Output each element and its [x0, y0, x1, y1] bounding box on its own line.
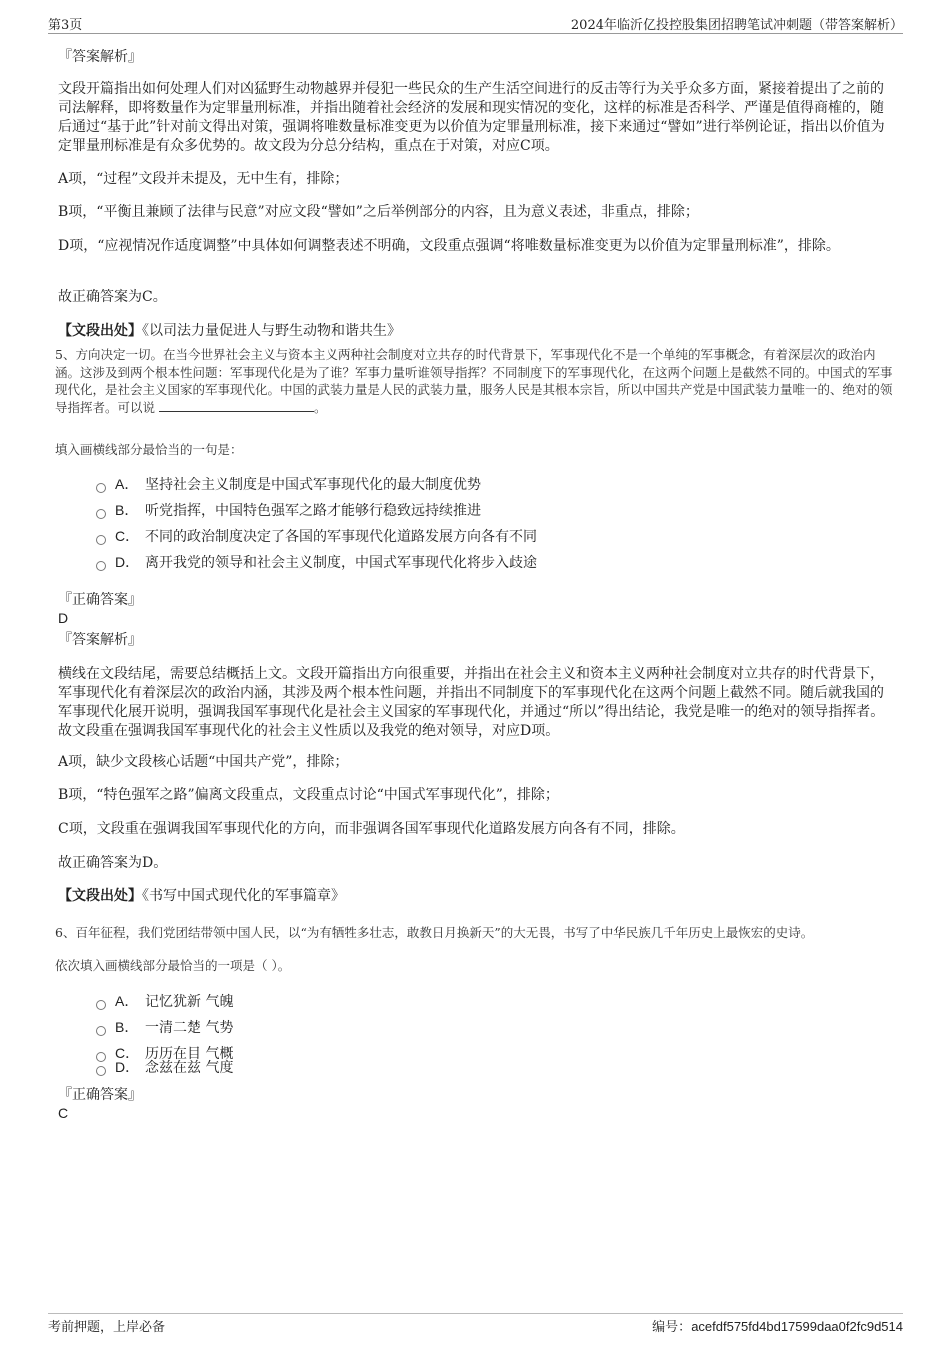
- q4-source: [58, 322, 888, 341]
- q6-option-b[interactable]: B． 一清二楚 气势: [96, 1017, 233, 1037]
- document-title: 2024年临沂亿投控股集团招聘笔试冲刺题（带答案解析）: [570, 18, 903, 33]
- q6-option-d[interactable]: D． 念兹在兹 气度: [96, 1057, 233, 1077]
- q4-source-title: 《以司法力量促进人与野生动物和谐共生》: [142, 323, 401, 339]
- radio-icon[interactable]: [96, 1000, 106, 1010]
- q6-answer-label: 『正确答案』: [58, 1087, 142, 1103]
- q5-stem: 5、方向决定一切。在当今世界社会主义与资本主义两种社会制度对立共存的时代背景下，军事现代化不是一个单纯的军事概念，有着深层次的政治内涵。这涉及到两个根本性问题：军事现代化是为了谁？军事力量听谁领导指挥？不同制度下的军事现代化，在这两个问题上是截然不同的。中国式的军事现代化，是社会主义国家的军事现代化。中国的武装力量是人民的武装力量，服务人民是其根本宗旨，所以中国共产党是中国武装力量唯一的、绝对的领导指挥者。可以说 。: [55, 347, 893, 415]
- q5-option-a[interactable]: A． 坚持社会主义制度是中国式军事现代化的最大制度优势: [96, 474, 481, 494]
- q4-option-b-note: B项，“平衡且兼顾了法律与民意”对应文段“譬如”之后举例部分的内容，且为意义表述，非重点，排除；: [58, 204, 699, 220]
- q5-option-c[interactable]: C． 不同的政治制度决定了各国的军事现代化道路发展方向各有不同: [96, 526, 537, 546]
- q6-prompt: 依次填入画横线部分最恰当的一项是（ ）。: [55, 958, 291, 973]
- q4-conclusion: 故正确答案为C。: [58, 289, 167, 305]
- radio-icon[interactable]: [96, 535, 106, 545]
- radio-icon[interactable]: [96, 1066, 106, 1076]
- q4-analysis-label: 『答案解析』: [58, 49, 142, 65]
- q5-option-a-note: A项，缺少文段核心话题“中国共产党”，排除；: [58, 754, 349, 770]
- q5-answer: D: [58, 610, 69, 626]
- q4-source-label: 【文段出处】: [58, 323, 142, 339]
- q6-stem: 6、百年征程，我们党团结带领中国人民，以“为有牺牲多壮志，敢教日月换新天”的大无畏，书写了中华民族几千年历史上最恢宏的史诗。: [55, 925, 814, 940]
- q5-answer-label: 『正确答案』: [58, 592, 142, 608]
- q5-option-b[interactable]: B． 听党指挥，中国特色强军之路才能够行稳致远持续推进: [96, 500, 481, 520]
- page-footer: [48, 1313, 903, 1335]
- q5-conclusion: 故正确答案为D。: [58, 855, 168, 871]
- radio-icon[interactable]: [96, 561, 106, 571]
- q5-option-d[interactable]: D． 离开我党的领导和社会主义制度，中国式军事现代化将步入歧途: [96, 552, 537, 572]
- q5-option-c-note: C项，文段重在强调我国军事现代化的方向，而非强调各国军事现代化道路发展方向各有不同，排除。: [58, 821, 685, 837]
- q4-option-d-note: D项，“应视情况作适度调整”中具体如何调整表述不明确，文段重点强调“将唯数量标准变更为以价值为定罪量刑标准”，排除。: [58, 238, 840, 254]
- q5-prompt: 填入画横线部分最恰当的一句是：: [55, 442, 243, 457]
- q5-source: [58, 887, 888, 906]
- q6-answer: C: [58, 1105, 69, 1121]
- q5-source-label: 【文段出处】: [58, 888, 142, 904]
- page-number: 第3页: [48, 18, 83, 33]
- q6-option-c[interactable]: C． 历历在目 气概: [96, 1043, 233, 1063]
- page-header: [48, 12, 903, 34]
- footer-slogan: 考前押题，上岸必备: [48, 1320, 166, 1335]
- q6-option-a[interactable]: A． 记忆犹新 气魄: [96, 991, 233, 1011]
- q4-option-a-note: A项，“过程”文段并未提及，无中生有，排除；: [58, 171, 349, 187]
- radio-icon[interactable]: [96, 1026, 106, 1036]
- q5-analysis-text: 横线在文段结尾，需要总结概括上文。文段开篇指出方向很重要，并指出在社会主义和资本主义两种社会制度对立共存的时代背景下，军事现代化有着深层次的政治内涵，其涉及两个根本性问题，并指出不同制度下的军事现代化在这两个问题上截然不同。随后就我国的军事现代化展开说明，强调我国军事现代化是社会主义国家的军事现代化，并通过“所以”得出结论，我党是唯一的绝对的领导指挥者。故文段重在强调我国军事现代化的社会主义性质以及我党的绝对领导，对应D项。: [58, 666, 885, 739]
- radio-icon[interactable]: [96, 483, 106, 493]
- footer-code: 编号：acefdf575fd4bd17599daa0f2fc9d514: [652, 1319, 903, 1335]
- q5-option-b-note: B项，“特色强军之路”偏离文段重点，文段重点讨论“中国式军事现代化”，排除；: [58, 787, 559, 803]
- q4-analysis-text: 文段开篇指出如何处理人们对凶猛野生动物越界并侵犯一些民众的生产生活空间进行的反击等行为关乎众多方面，紧接着提出了之前的司法解释，即将数量作为定罪量刑标准，并指出随着社会经济的发展和现实情况的变化，这样的标准是否科学、严谨是值得商榷的，随后通过“基于此”针对前文得出对策，强调将唯数量标准变更为以价值为定罪量刑标准，接下来通过“譬如”进行举例论证，指出以价值为定罪量刑标准是有众多优势的。故文段为分总分结构，重点在于对策，对应C项。: [58, 81, 885, 154]
- q5-source-title: 《书写中国式现代化的军事篇章》: [142, 888, 345, 904]
- radio-icon[interactable]: [96, 509, 106, 519]
- q5-blank: [159, 399, 314, 412]
- q5-analysis-label: 『答案解析』: [58, 632, 142, 648]
